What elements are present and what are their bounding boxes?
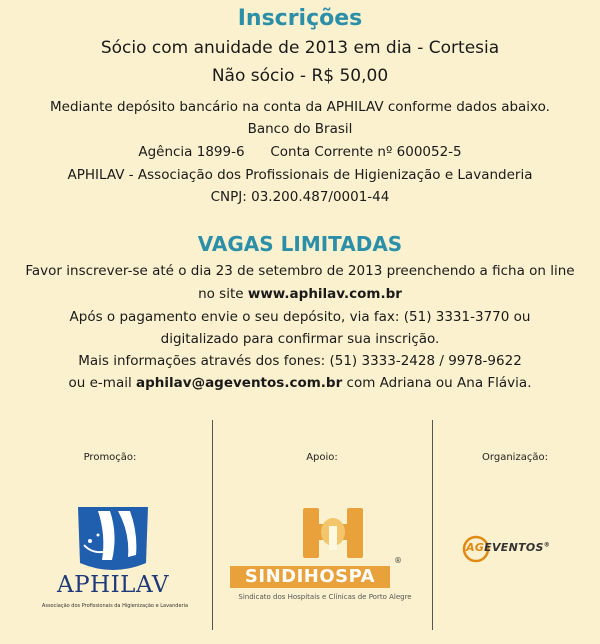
site-prefix: no site bbox=[198, 286, 248, 302]
ageventos-prefix: AG bbox=[466, 541, 485, 554]
cnpj: CNPJ: 03.200.487/0001-44 bbox=[210, 189, 390, 205]
aphilav-name: APHILAV bbox=[56, 572, 170, 598]
payment-intro: Mediante depósito bancário na conta da APHILAV conforme dados abaixo. bbox=[50, 99, 550, 115]
bank-name: Banco do Brasil bbox=[247, 121, 353, 137]
aphilav-subtitle: Associação dos Profissionais da Higienização e Lavanderia bbox=[41, 603, 189, 609]
nao-socio-line: Não sócio - R$ 50,00 bbox=[211, 66, 389, 86]
agencia: Agência 1899-6 bbox=[138, 144, 245, 160]
aphilav-logo-icon bbox=[38, 505, 188, 615]
vagas-title: VAGAS LIMITADAS bbox=[197, 232, 403, 256]
confirm-line: digitalizado para confirmar sua inscrição. bbox=[160, 331, 440, 347]
promocao-label: Promoção: bbox=[83, 452, 137, 463]
association-name: APHILAV - Associação dos Profissionais de Higienização e Lavanderia bbox=[67, 167, 533, 183]
fax-line: Após o pagamento envie o seu depósito, via fax: (51) 3331-3770 ou bbox=[69, 309, 531, 325]
socio-line: Sócio com anuidade de 2013 em dia - Cortesia bbox=[100, 38, 500, 58]
email-line bbox=[0, 375, 600, 391]
page-title: Inscrições bbox=[237, 6, 363, 31]
sindihospa-subtitle: Sindicato dos Hospitais e Clínicas de Porto Alegre bbox=[238, 593, 412, 601]
bank-account-line bbox=[0, 144, 600, 160]
sindihospa-registered: ® bbox=[394, 556, 402, 565]
site-line bbox=[0, 286, 600, 302]
ageventos-name bbox=[466, 541, 550, 554]
email-link[interactable]: aphilav@ageventos.com.br bbox=[136, 375, 343, 391]
ageventos-suffix: EVENTOS bbox=[484, 541, 544, 554]
sindihospa-name: SINDIHOSPA bbox=[230, 566, 390, 588]
email-suffix: com Adriana ou Ana Flávia. bbox=[342, 375, 532, 391]
email-prefix: ou e-mail bbox=[68, 375, 137, 391]
organizacao-label: Organização: bbox=[482, 452, 548, 463]
apoio-label: Apoio: bbox=[306, 452, 338, 463]
site-link[interactable]: www.aphilav.com.br bbox=[247, 286, 402, 302]
conta-corrente: Conta Corrente nº 600052-5 bbox=[270, 144, 462, 160]
column-divider bbox=[212, 420, 213, 630]
ageventos-registered: ® bbox=[543, 541, 551, 549]
phones-line: Mais informações através dos fones: (51) 3333-2428 / 9978-9622 bbox=[78, 353, 522, 369]
deadline-line: Favor inscrever-se até o dia 23 de setembro de 2013 preenchendo a ficha on line bbox=[25, 263, 575, 279]
column-divider bbox=[432, 420, 433, 630]
